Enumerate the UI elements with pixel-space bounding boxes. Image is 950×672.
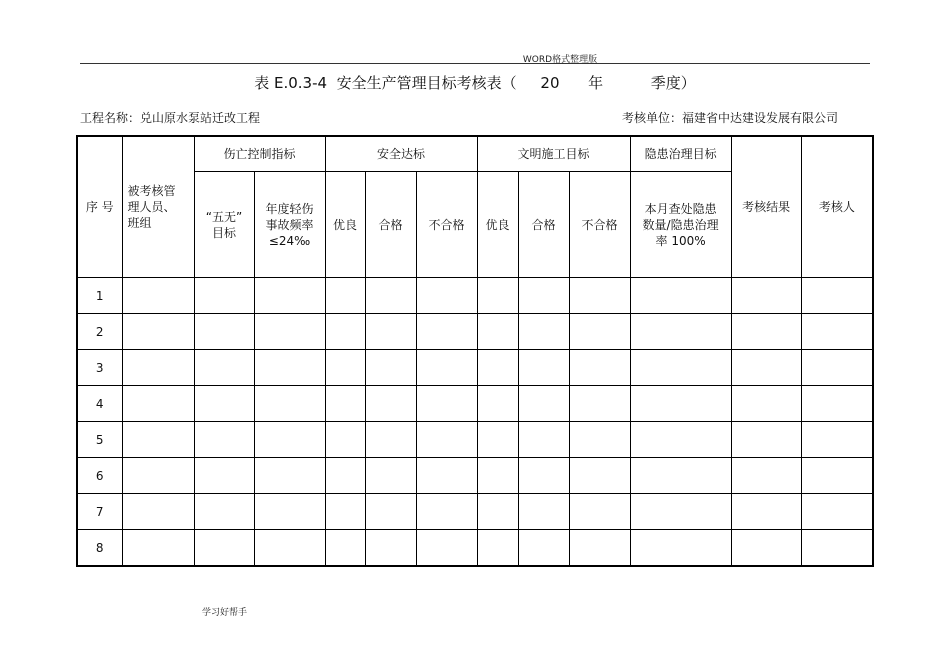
table-cell — [194, 350, 254, 386]
row-number: 4 — [77, 386, 122, 422]
table-cell — [122, 278, 194, 314]
table-cell — [365, 314, 416, 350]
table-cell — [254, 422, 325, 458]
table-cell — [416, 386, 477, 422]
table-cell — [254, 278, 325, 314]
header-hazard-group: 隐患治理目标 — [630, 136, 731, 172]
header-civil-excellent: 优良 — [477, 172, 518, 278]
table-cell — [122, 314, 194, 350]
table-row — [77, 350, 873, 386]
table-cell — [365, 530, 416, 567]
table-row — [77, 458, 873, 494]
table-cell — [569, 422, 630, 458]
assessment-unit: 考核单位：福建省中达建设发展有限公司 — [621, 111, 838, 125]
table-cell — [518, 530, 569, 567]
row-number: 2 — [77, 314, 122, 350]
header-civil-qualified: 合格 — [518, 172, 569, 278]
table-cell — [325, 494, 365, 530]
table-cell — [122, 422, 194, 458]
table-cell — [569, 530, 630, 567]
table-cell — [416, 278, 477, 314]
table-cell — [630, 422, 731, 458]
page-header: WORD格式整理版 — [522, 55, 598, 65]
table-cell — [731, 350, 801, 386]
table-cell — [325, 314, 365, 350]
table-cell — [254, 386, 325, 422]
table-cell — [122, 350, 194, 386]
table-cell — [731, 386, 801, 422]
table-cell — [801, 386, 873, 422]
row-number: 7 — [77, 494, 122, 530]
table-cell — [801, 530, 873, 567]
table-cell — [801, 494, 873, 530]
table-cell — [325, 458, 365, 494]
row-number: 6 — [77, 458, 122, 494]
table-cell — [194, 278, 254, 314]
table-cell — [194, 314, 254, 350]
table-cell — [254, 350, 325, 386]
table-cell — [518, 278, 569, 314]
table-cell — [518, 314, 569, 350]
header-safety-qualified: 合格 — [365, 172, 416, 278]
table-cell — [254, 494, 325, 530]
table-cell — [518, 494, 569, 530]
assessment-table — [76, 135, 874, 567]
table-cell — [416, 422, 477, 458]
table-cell — [801, 422, 873, 458]
table-cell — [518, 422, 569, 458]
table-row — [77, 314, 873, 350]
table-cell — [630, 350, 731, 386]
header-hazard-detail: 本月查处隐患 数量/隐患治理 率 100% — [630, 172, 731, 278]
table-cell — [365, 422, 416, 458]
table-row — [77, 278, 873, 314]
table-cell — [365, 494, 416, 530]
table-cell — [194, 494, 254, 530]
table-cell — [477, 314, 518, 350]
table-cell — [477, 386, 518, 422]
header-safety-group: 安全达标 — [325, 136, 477, 172]
row-number: 3 — [77, 350, 122, 386]
table-cell — [569, 494, 630, 530]
header-assessor: 考核人 — [801, 136, 873, 278]
header-result: 考核结果 — [731, 136, 801, 278]
table-cell — [194, 530, 254, 567]
header-injury-rate: 年度轻伤 事故频率 ≤24‰ — [254, 172, 325, 278]
row-number: 5 — [77, 422, 122, 458]
table-cell — [731, 278, 801, 314]
header-assessed: 被考核管 理人员、 班组 — [122, 136, 194, 278]
table-cell — [630, 386, 731, 422]
table-cell — [569, 314, 630, 350]
table-cell — [569, 350, 630, 386]
table-cell — [731, 458, 801, 494]
table-cell — [194, 422, 254, 458]
table-cell — [325, 386, 365, 422]
table-cell — [416, 458, 477, 494]
table-row — [77, 422, 873, 458]
table-cell — [416, 530, 477, 567]
header-safety-unqualified: 不合格 — [416, 172, 477, 278]
table-cell — [325, 422, 365, 458]
table-cell — [254, 458, 325, 494]
table-cell — [122, 530, 194, 567]
header-civil-unqualified: 不合格 — [569, 172, 630, 278]
table-cell — [325, 278, 365, 314]
table-cell — [477, 530, 518, 567]
table-cell — [518, 386, 569, 422]
table-cell — [801, 278, 873, 314]
table-cell — [477, 494, 518, 530]
table-row — [77, 530, 873, 567]
table-cell — [325, 350, 365, 386]
table-cell — [731, 494, 801, 530]
header-seq: 序 号 — [77, 136, 122, 278]
header-wuwu: “五无” 目标 — [194, 172, 254, 278]
table-cell — [569, 386, 630, 422]
header-divider — [80, 63, 870, 64]
row-number: 8 — [77, 530, 122, 567]
table-cell — [122, 386, 194, 422]
table-cell — [569, 458, 630, 494]
table-cell — [630, 314, 731, 350]
table-cell — [630, 278, 731, 314]
table-cell — [194, 386, 254, 422]
table-cell — [254, 530, 325, 567]
page-footer: 学习好帮手 — [202, 608, 248, 618]
form-title: 表 E.0.3-4 安全生产管理目标考核表（ 20 年 季度） — [254, 74, 696, 92]
table-cell — [477, 458, 518, 494]
table-cell — [477, 422, 518, 458]
table-cell — [630, 494, 731, 530]
table-cell — [365, 278, 416, 314]
table-cell — [801, 458, 873, 494]
table-cell — [416, 494, 477, 530]
header-civil-group: 文明施工目标 — [477, 136, 630, 172]
table-cell — [365, 386, 416, 422]
table-cell — [365, 458, 416, 494]
table-cell — [365, 350, 416, 386]
table-cell — [731, 530, 801, 567]
table-row — [77, 494, 873, 530]
table-cell — [801, 350, 873, 386]
table-cell — [325, 530, 365, 567]
table-cell — [416, 350, 477, 386]
table-cell — [122, 458, 194, 494]
table-cell — [731, 314, 801, 350]
table-cell — [518, 350, 569, 386]
table-cell — [569, 278, 630, 314]
table-cell — [416, 314, 477, 350]
project-name: 工程名称：兑山原水泵站迁改工程 — [80, 111, 261, 125]
header-casualty-group: 伤亡控制指标 — [194, 136, 325, 172]
row-number: 1 — [77, 278, 122, 314]
table-cell — [122, 494, 194, 530]
table-row — [77, 386, 873, 422]
table-cell — [477, 278, 518, 314]
table-cell — [630, 458, 731, 494]
table-cell — [731, 422, 801, 458]
table-cell — [518, 458, 569, 494]
header-safety-excellent: 优良 — [325, 172, 365, 278]
table-cell — [477, 350, 518, 386]
table-cell — [194, 458, 254, 494]
table-cell — [801, 314, 873, 350]
table-cell — [254, 314, 325, 350]
table-cell — [630, 530, 731, 567]
